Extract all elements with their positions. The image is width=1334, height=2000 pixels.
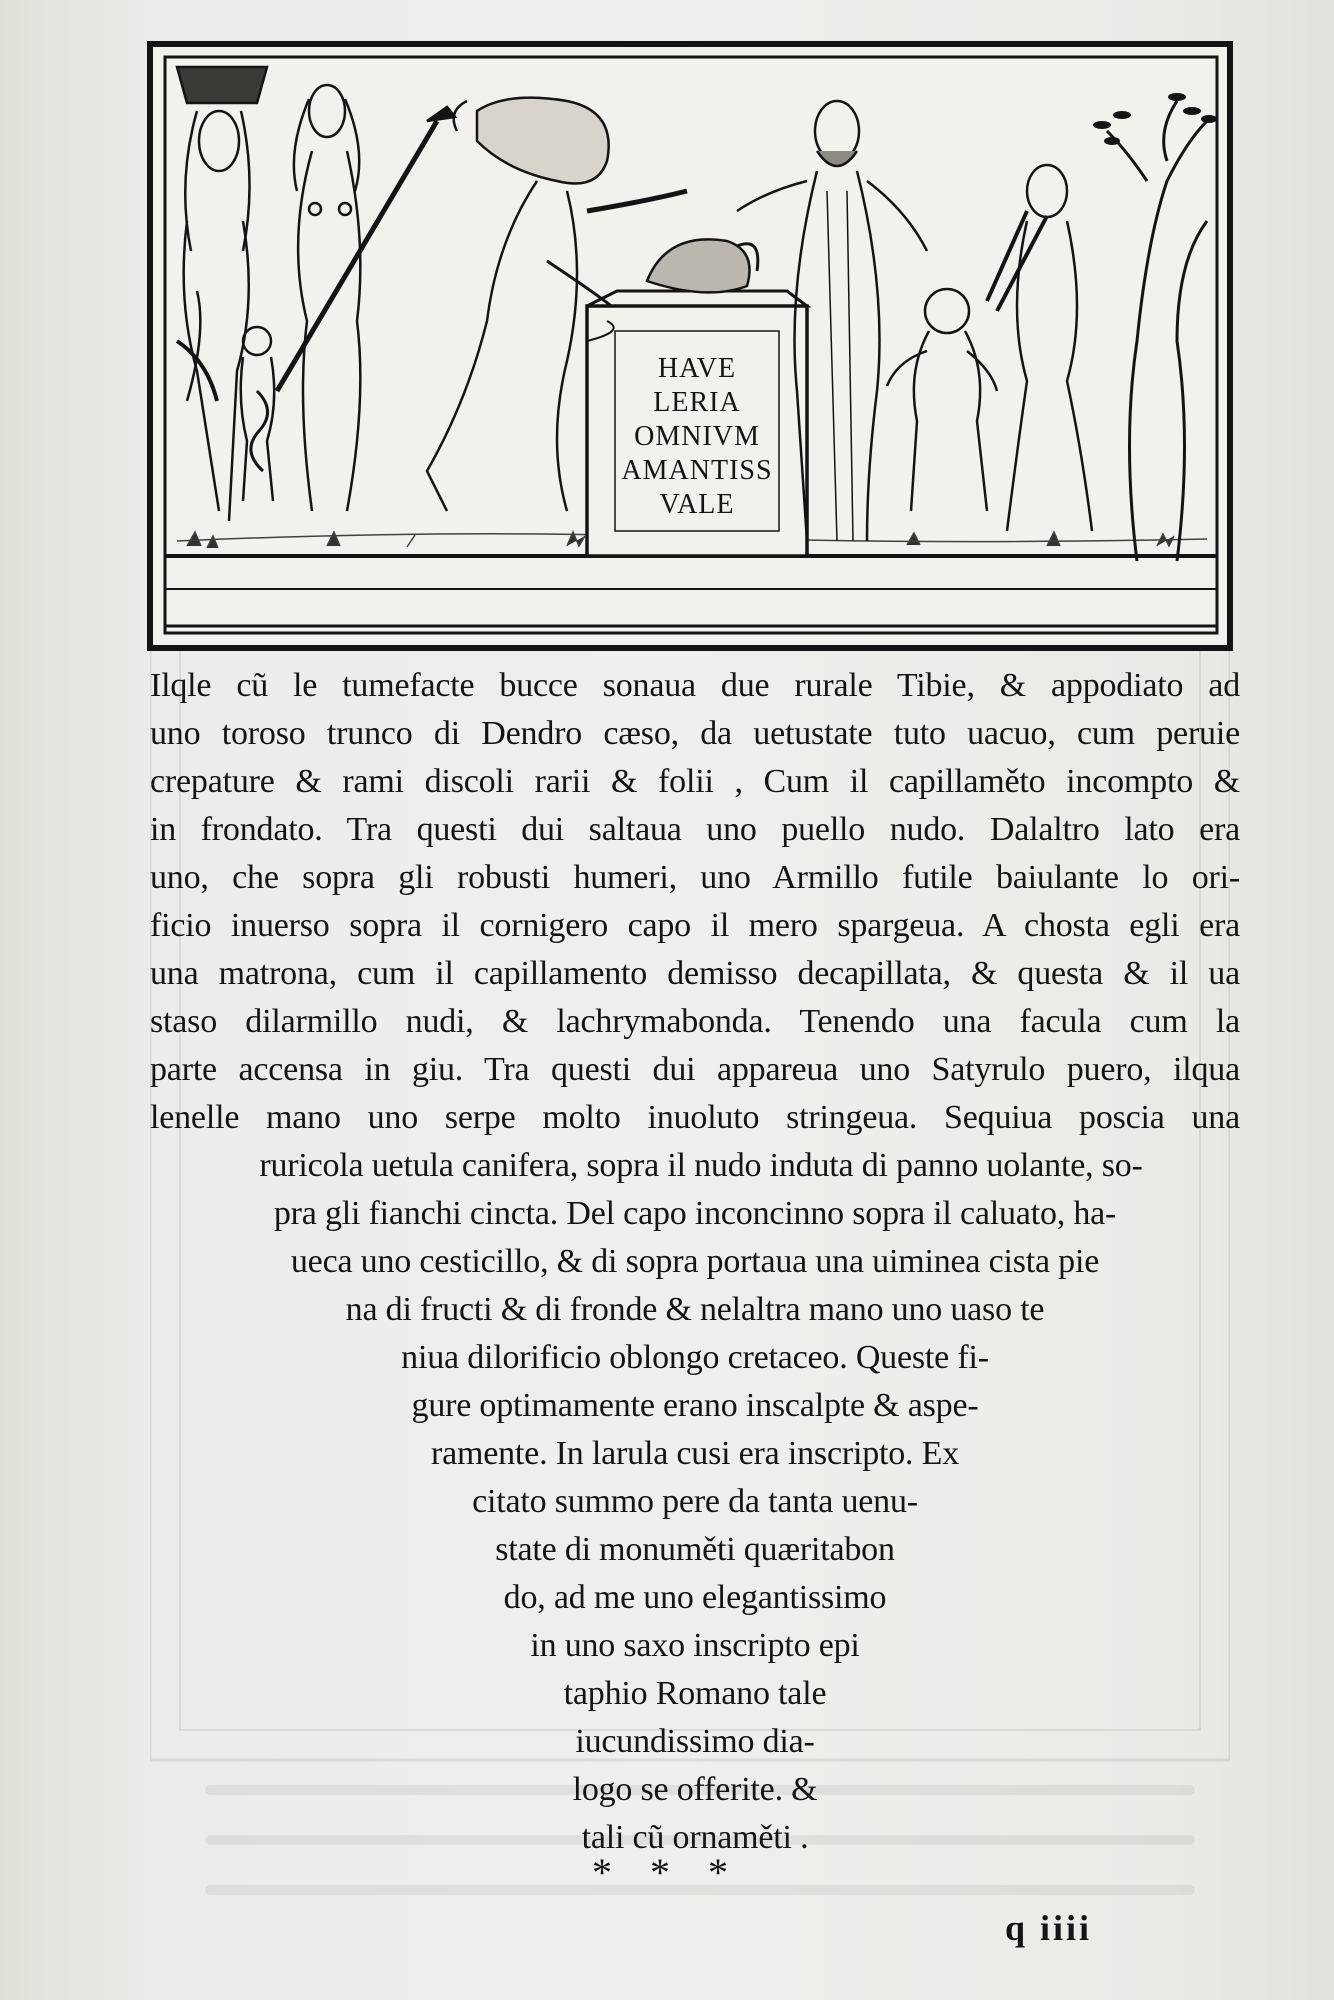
text-line: parte accensa in giu. Tra questi dui appareua uno Satyrulo puero, ilqua <box>150 1051 1240 1088</box>
text-line: taphio Romano tale <box>563 1675 827 1712</box>
text-line: lenelle mano uno serpe molto inuoluto stringeua. Sequiua poscia una <box>150 1099 1240 1136</box>
asterisk-ornament: * * * <box>592 1850 742 1895</box>
altar-inscription-line-3: OMNIVM <box>634 421 760 452</box>
text-line: ficio inuerso sopra il cornigero capo il mero spargeua. A chosta egli era <box>150 907 1240 944</box>
signature-mark: q iiii <box>1005 1908 1093 1948</box>
text-line: uno, che sopra gli robusti humeri, uno Armillo futile baiulante lo ori- <box>150 859 1240 896</box>
text-line: tali cũ ornaměti . <box>581 1819 809 1856</box>
text-line: ruricola uetula canifera, sopra il nudo induta di panno uolante, so- <box>259 1147 1143 1184</box>
text-line: citato summo pere da tanta uenu- <box>472 1483 918 1520</box>
woodcut-illustration <box>147 41 1233 651</box>
text-line: na di fructi & di fronde & nelaltra mano uno uaso te <box>345 1291 1045 1328</box>
text-line: Ilqle cũ le tumefacte bucce sonaua due rurale Tibie, & appodiato ad <box>150 667 1240 704</box>
text-line: logo se offerite. & <box>572 1771 818 1808</box>
woodcut-svg <box>147 41 1233 651</box>
altar-inscription-line-5: VALE <box>659 489 735 520</box>
altar-inscription-line-4: AMANTISS <box>621 455 773 486</box>
altar-inscription-line-2: LERIA <box>653 387 741 418</box>
main-text <box>150 662 1240 1862</box>
text-line: state di monuměti quæritabon <box>495 1531 895 1568</box>
text-line: staso dilarmillo nudi, & lachrymabonda. Tenendo una facula cum la <box>150 1003 1240 1040</box>
text-line: ramente. In larula cusi era inscripto. Ex <box>430 1435 960 1472</box>
text-line: gure optimamente erano inscalpte & aspe- <box>411 1387 979 1424</box>
text-line: iucundissimo dia- <box>575 1723 815 1760</box>
text-line: ueca uno cesticillo, & di sopra portaua una uiminea cista pie <box>290 1243 1100 1280</box>
text-line: in frondato. Tra questi dui saltaua uno puello nudo. Dalaltro lato era <box>150 811 1240 848</box>
text-line: do, ad me uno elegantissimo <box>503 1579 887 1616</box>
text-line: in uno saxo inscripto epi <box>530 1627 860 1664</box>
text-line: una matrona, cum il capillamento demisso decapillata, & questa & il ua <box>150 955 1240 992</box>
altar-inscription-line-1: HAVE <box>657 353 737 384</box>
text-line: crepature & rami discoli rarii & folii , Cum il capillaměto incompto & <box>150 763 1240 800</box>
text-line: pra gli fianchi cincta. Del capo inconcinno sopra il caluato, ha- <box>273 1195 1117 1232</box>
text-line: uno toroso trunco di Dendro cæso, da uetustate tuto uacuo, cum peruie <box>150 715 1240 752</box>
text-line: niua dilorificio oblongo cretaceo. Queste fi- <box>401 1339 989 1376</box>
